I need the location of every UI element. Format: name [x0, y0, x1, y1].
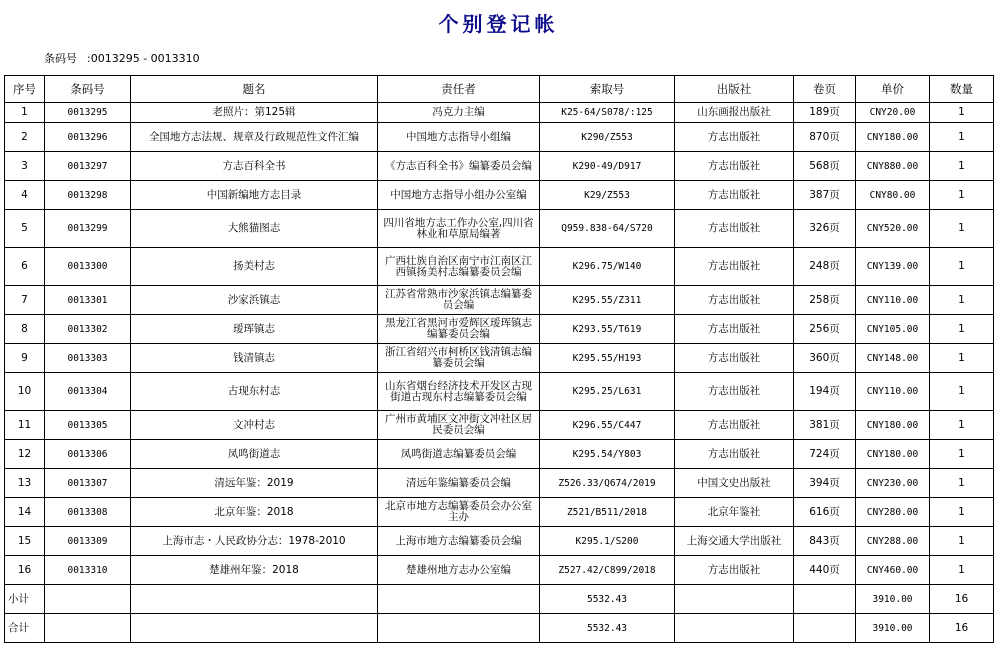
- title-cell: 上海市志・人民政协分志：1978-2010: [131, 527, 378, 556]
- publisher-cell: 方志出版社: [675, 315, 794, 344]
- barcode-cell: 0013296: [45, 123, 131, 152]
- row-number: 15: [5, 527, 45, 556]
- barcode-label: 条码号: [44, 52, 77, 65]
- price-cell: CNY180.00: [856, 123, 930, 152]
- qty-cell: 1: [930, 181, 994, 210]
- barcode-cell: 0013306: [45, 440, 131, 469]
- pages-cell: 568页: [794, 152, 856, 181]
- row-number: 3: [5, 152, 45, 181]
- col-header: 条码号: [45, 76, 131, 103]
- author-cell: 楚雄州地方志办公室编: [378, 556, 540, 585]
- table-row: [5, 556, 994, 585]
- price-cell: CNY520.00: [856, 210, 930, 248]
- author-cell: 《方志百科全书》编纂委员会编: [378, 152, 540, 181]
- barcode-cell: 0013302: [45, 315, 131, 344]
- barcode-cell: 0013300: [45, 248, 131, 286]
- callno-cell: K290/Z553: [540, 123, 675, 152]
- table-row: [5, 286, 994, 315]
- barcode-cell: 0013305: [45, 411, 131, 440]
- callno-cell: K29/Z553: [540, 181, 675, 210]
- price-cell: CNY230.00: [856, 469, 930, 498]
- row-number: 9: [5, 344, 45, 373]
- col-header: 索取号: [540, 76, 675, 103]
- publisher-cell: 上海交通大学出版社: [675, 527, 794, 556]
- callno-cell: K293.55/T619: [540, 315, 675, 344]
- price-cell: CNY280.00: [856, 498, 930, 527]
- pages-cell: 258页: [794, 286, 856, 315]
- publisher-cell: 方志出版社: [675, 411, 794, 440]
- row-number: 7: [5, 286, 45, 315]
- publisher-cell: 中国文史出版社: [675, 469, 794, 498]
- callno-cell: K295.1/S200: [540, 527, 675, 556]
- qty-cell: 1: [930, 210, 994, 248]
- publisher-cell: 方志出版社: [675, 286, 794, 315]
- register-table: [4, 75, 994, 643]
- pages-cell: 440页: [794, 556, 856, 585]
- publisher-cell: 方志出版社: [675, 210, 794, 248]
- total-price-total: 3910.00: [856, 614, 930, 643]
- col-header: 卷页: [794, 76, 856, 103]
- col-header: 出版社: [675, 76, 794, 103]
- price-cell: CNY139.00: [856, 248, 930, 286]
- author-cell: 黑龙江省黑河市爱辉区瑷珲镇志编纂委员会编: [378, 315, 540, 344]
- price-cell: CNY460.00: [856, 556, 930, 585]
- author-cell: 四川省地方志工作办公室,四川省林业和草原局编著: [378, 210, 540, 248]
- table-row: [5, 498, 994, 527]
- qty-cell: 1: [930, 248, 994, 286]
- publisher-cell: 山东画报出版社: [675, 103, 794, 123]
- pages-cell: 387页: [794, 181, 856, 210]
- qty-cell: 1: [930, 286, 994, 315]
- table-row: [5, 315, 994, 344]
- author-cell: 冯克力主编: [378, 103, 540, 123]
- table-row: [5, 527, 994, 556]
- table-row: [5, 152, 994, 181]
- pages-cell: 724页: [794, 440, 856, 469]
- row-number: 8: [5, 315, 45, 344]
- barcode-cell: 0013310: [45, 556, 131, 585]
- table-row: [5, 344, 994, 373]
- author-cell: 北京市地方志编纂委员会办公室主办: [378, 498, 540, 527]
- subtotal-qty-total: 16: [930, 585, 994, 614]
- barcode-cell: 0013299: [45, 210, 131, 248]
- title-cell: 大熊猫图志: [131, 210, 378, 248]
- table-row: [5, 469, 994, 498]
- author-cell: 中国地方志指导小组编: [378, 123, 540, 152]
- title-cell: 瑷珲镇志: [131, 315, 378, 344]
- table-row: [5, 440, 994, 469]
- table-row: [5, 210, 994, 248]
- barcode-cell: 0013301: [45, 286, 131, 315]
- author-cell: 广西壮族自治区南宁市江南区江西镇扬美村志编纂委员会编: [378, 248, 540, 286]
- title-cell: 扬美村志: [131, 248, 378, 286]
- header-row: [5, 76, 994, 103]
- callno-cell: K295.55/H193: [540, 344, 675, 373]
- publisher-cell: 方志出版社: [675, 248, 794, 286]
- title-cell: 清远年鉴：2019: [131, 469, 378, 498]
- title-cell: 钱清镇志: [131, 344, 378, 373]
- total-row: [5, 614, 994, 643]
- price-cell: CNY180.00: [856, 440, 930, 469]
- table-row: [5, 248, 994, 286]
- row-number: 2: [5, 123, 45, 152]
- qty-cell: 1: [930, 152, 994, 181]
- author-cell: 浙江省绍兴市柯桥区钱清镇志编纂委员会编: [378, 344, 540, 373]
- pages-cell: 381页: [794, 411, 856, 440]
- author-cell: 广州市黄埔区文冲街文冲社区居民委员会编: [378, 411, 540, 440]
- title-cell: 老照片：第125辑: [131, 103, 378, 123]
- row-number: 10: [5, 373, 45, 411]
- row-number: 13: [5, 469, 45, 498]
- qty-cell: 1: [930, 498, 994, 527]
- table-row: [5, 123, 994, 152]
- pages-cell: 616页: [794, 498, 856, 527]
- price-cell: CNY20.00: [856, 103, 930, 123]
- col-header: 单价: [856, 76, 930, 103]
- row-number: 16: [5, 556, 45, 585]
- subtotal-callno-total: 5532.43: [540, 585, 675, 614]
- callno-cell: Z526.33/Q674/2019: [540, 469, 675, 498]
- barcode-range-line: [44, 50, 210, 66]
- price-cell: CNY288.00: [856, 527, 930, 556]
- barcode-cell: 0013308: [45, 498, 131, 527]
- table-row: [5, 411, 994, 440]
- title-cell: 文冲村志: [131, 411, 378, 440]
- callno-cell: K295.54/Y803: [540, 440, 675, 469]
- qty-cell: 1: [930, 469, 994, 498]
- publisher-cell: 方志出版社: [675, 123, 794, 152]
- price-cell: CNY110.00: [856, 286, 930, 315]
- qty-cell: 1: [930, 344, 994, 373]
- total-label: 合计: [5, 614, 45, 643]
- row-number: 14: [5, 498, 45, 527]
- callno-cell: K25-64/S078/:125: [540, 103, 675, 123]
- publisher-cell: 方志出版社: [675, 181, 794, 210]
- page-title: 个别登记帐: [438, 12, 559, 36]
- price-cell: CNY148.00: [856, 344, 930, 373]
- pages-cell: 360页: [794, 344, 856, 373]
- qty-cell: 1: [930, 556, 994, 585]
- row-number: 6: [5, 248, 45, 286]
- col-header: 数量: [930, 76, 994, 103]
- pages-cell: 194页: [794, 373, 856, 411]
- col-header: 序号: [5, 76, 45, 103]
- qty-cell: 1: [930, 103, 994, 123]
- total-qty-total: 16: [930, 614, 994, 643]
- col-header: 题名: [131, 76, 378, 103]
- price-cell: CNY880.00: [856, 152, 930, 181]
- title-cell: 全国地方志法规、规章及行政规范性文件汇编: [131, 123, 378, 152]
- barcode-cell: 0013295: [45, 103, 131, 123]
- callno-cell: K295.55/Z311: [540, 286, 675, 315]
- row-number: 1: [5, 103, 45, 123]
- publisher-cell: 方志出版社: [675, 344, 794, 373]
- publisher-cell: 方志出版社: [675, 373, 794, 411]
- qty-cell: 1: [930, 373, 994, 411]
- callno-cell: K290-49/D917: [540, 152, 675, 181]
- title-cell: 沙家浜镇志: [131, 286, 378, 315]
- callno-cell: Z521/B511/2018: [540, 498, 675, 527]
- publisher-cell: 北京年鉴社: [675, 498, 794, 527]
- row-number: 5: [5, 210, 45, 248]
- author-cell: 中国地方志指导小组办公室编: [378, 181, 540, 210]
- title-cell: 北京年鉴：2018: [131, 498, 378, 527]
- pages-cell: 394页: [794, 469, 856, 498]
- pages-cell: 256页: [794, 315, 856, 344]
- pages-cell: 326页: [794, 210, 856, 248]
- callno-cell: K296.75/W140: [540, 248, 675, 286]
- author-cell: 凤鸣街道志编纂委员会编: [378, 440, 540, 469]
- qty-cell: 1: [930, 527, 994, 556]
- title-cell: 楚雄州年鉴：2018: [131, 556, 378, 585]
- author-cell: 山东省烟台经济技术开发区古现街道古现东村志编纂委员会编: [378, 373, 540, 411]
- barcode-cell: 0013309: [45, 527, 131, 556]
- table-row: [5, 373, 994, 411]
- publisher-cell: 方志出版社: [675, 440, 794, 469]
- subtotal-row: [5, 585, 994, 614]
- author-cell: 江苏省常熟市沙家浜镇志编纂委员会编: [378, 286, 540, 315]
- qty-cell: 1: [930, 440, 994, 469]
- total-callno-total: 5532.43: [540, 614, 675, 643]
- pages-cell: 870页: [794, 123, 856, 152]
- barcode-cell: 0013304: [45, 373, 131, 411]
- price-cell: CNY105.00: [856, 315, 930, 344]
- author-cell: 清远年鉴编纂委员会编: [378, 469, 540, 498]
- publisher-cell: 方志出版社: [675, 152, 794, 181]
- row-number: 11: [5, 411, 45, 440]
- callno-cell: Q959.838-64/S720: [540, 210, 675, 248]
- callno-cell: Z527.42/C899/2018: [540, 556, 675, 585]
- barcode-range: :0013295 - 0013310: [87, 52, 200, 65]
- barcode-cell: 0013307: [45, 469, 131, 498]
- barcode-cell: 0013297: [45, 152, 131, 181]
- row-number: 12: [5, 440, 45, 469]
- subtotal-price-total: 3910.00: [856, 585, 930, 614]
- qty-cell: 1: [930, 315, 994, 344]
- pages-cell: 843页: [794, 527, 856, 556]
- subtotal-label: 小计: [5, 585, 45, 614]
- row-number: 4: [5, 181, 45, 210]
- title-cell: 凤鸣街道志: [131, 440, 378, 469]
- callno-cell: K296.55/C447: [540, 411, 675, 440]
- callno-cell: K295.25/L631: [540, 373, 675, 411]
- qty-cell: 1: [930, 123, 994, 152]
- publisher-cell: 方志出版社: [675, 556, 794, 585]
- title-cell: 方志百科全书: [131, 152, 378, 181]
- title-cell: 中国新编地方志目录: [131, 181, 378, 210]
- barcode-cell: 0013298: [45, 181, 131, 210]
- table-row: [5, 181, 994, 210]
- price-cell: CNY110.00: [856, 373, 930, 411]
- qty-cell: 1: [930, 411, 994, 440]
- pages-cell: 189页: [794, 103, 856, 123]
- pages-cell: 248页: [794, 248, 856, 286]
- title-cell: 古现东村志: [131, 373, 378, 411]
- table-row: [5, 103, 994, 123]
- author-cell: 上海市地方志编纂委员会编: [378, 527, 540, 556]
- price-cell: CNY80.00: [856, 181, 930, 210]
- col-header: 责任者: [378, 76, 540, 103]
- price-cell: CNY180.00: [856, 411, 930, 440]
- barcode-cell: 0013303: [45, 344, 131, 373]
